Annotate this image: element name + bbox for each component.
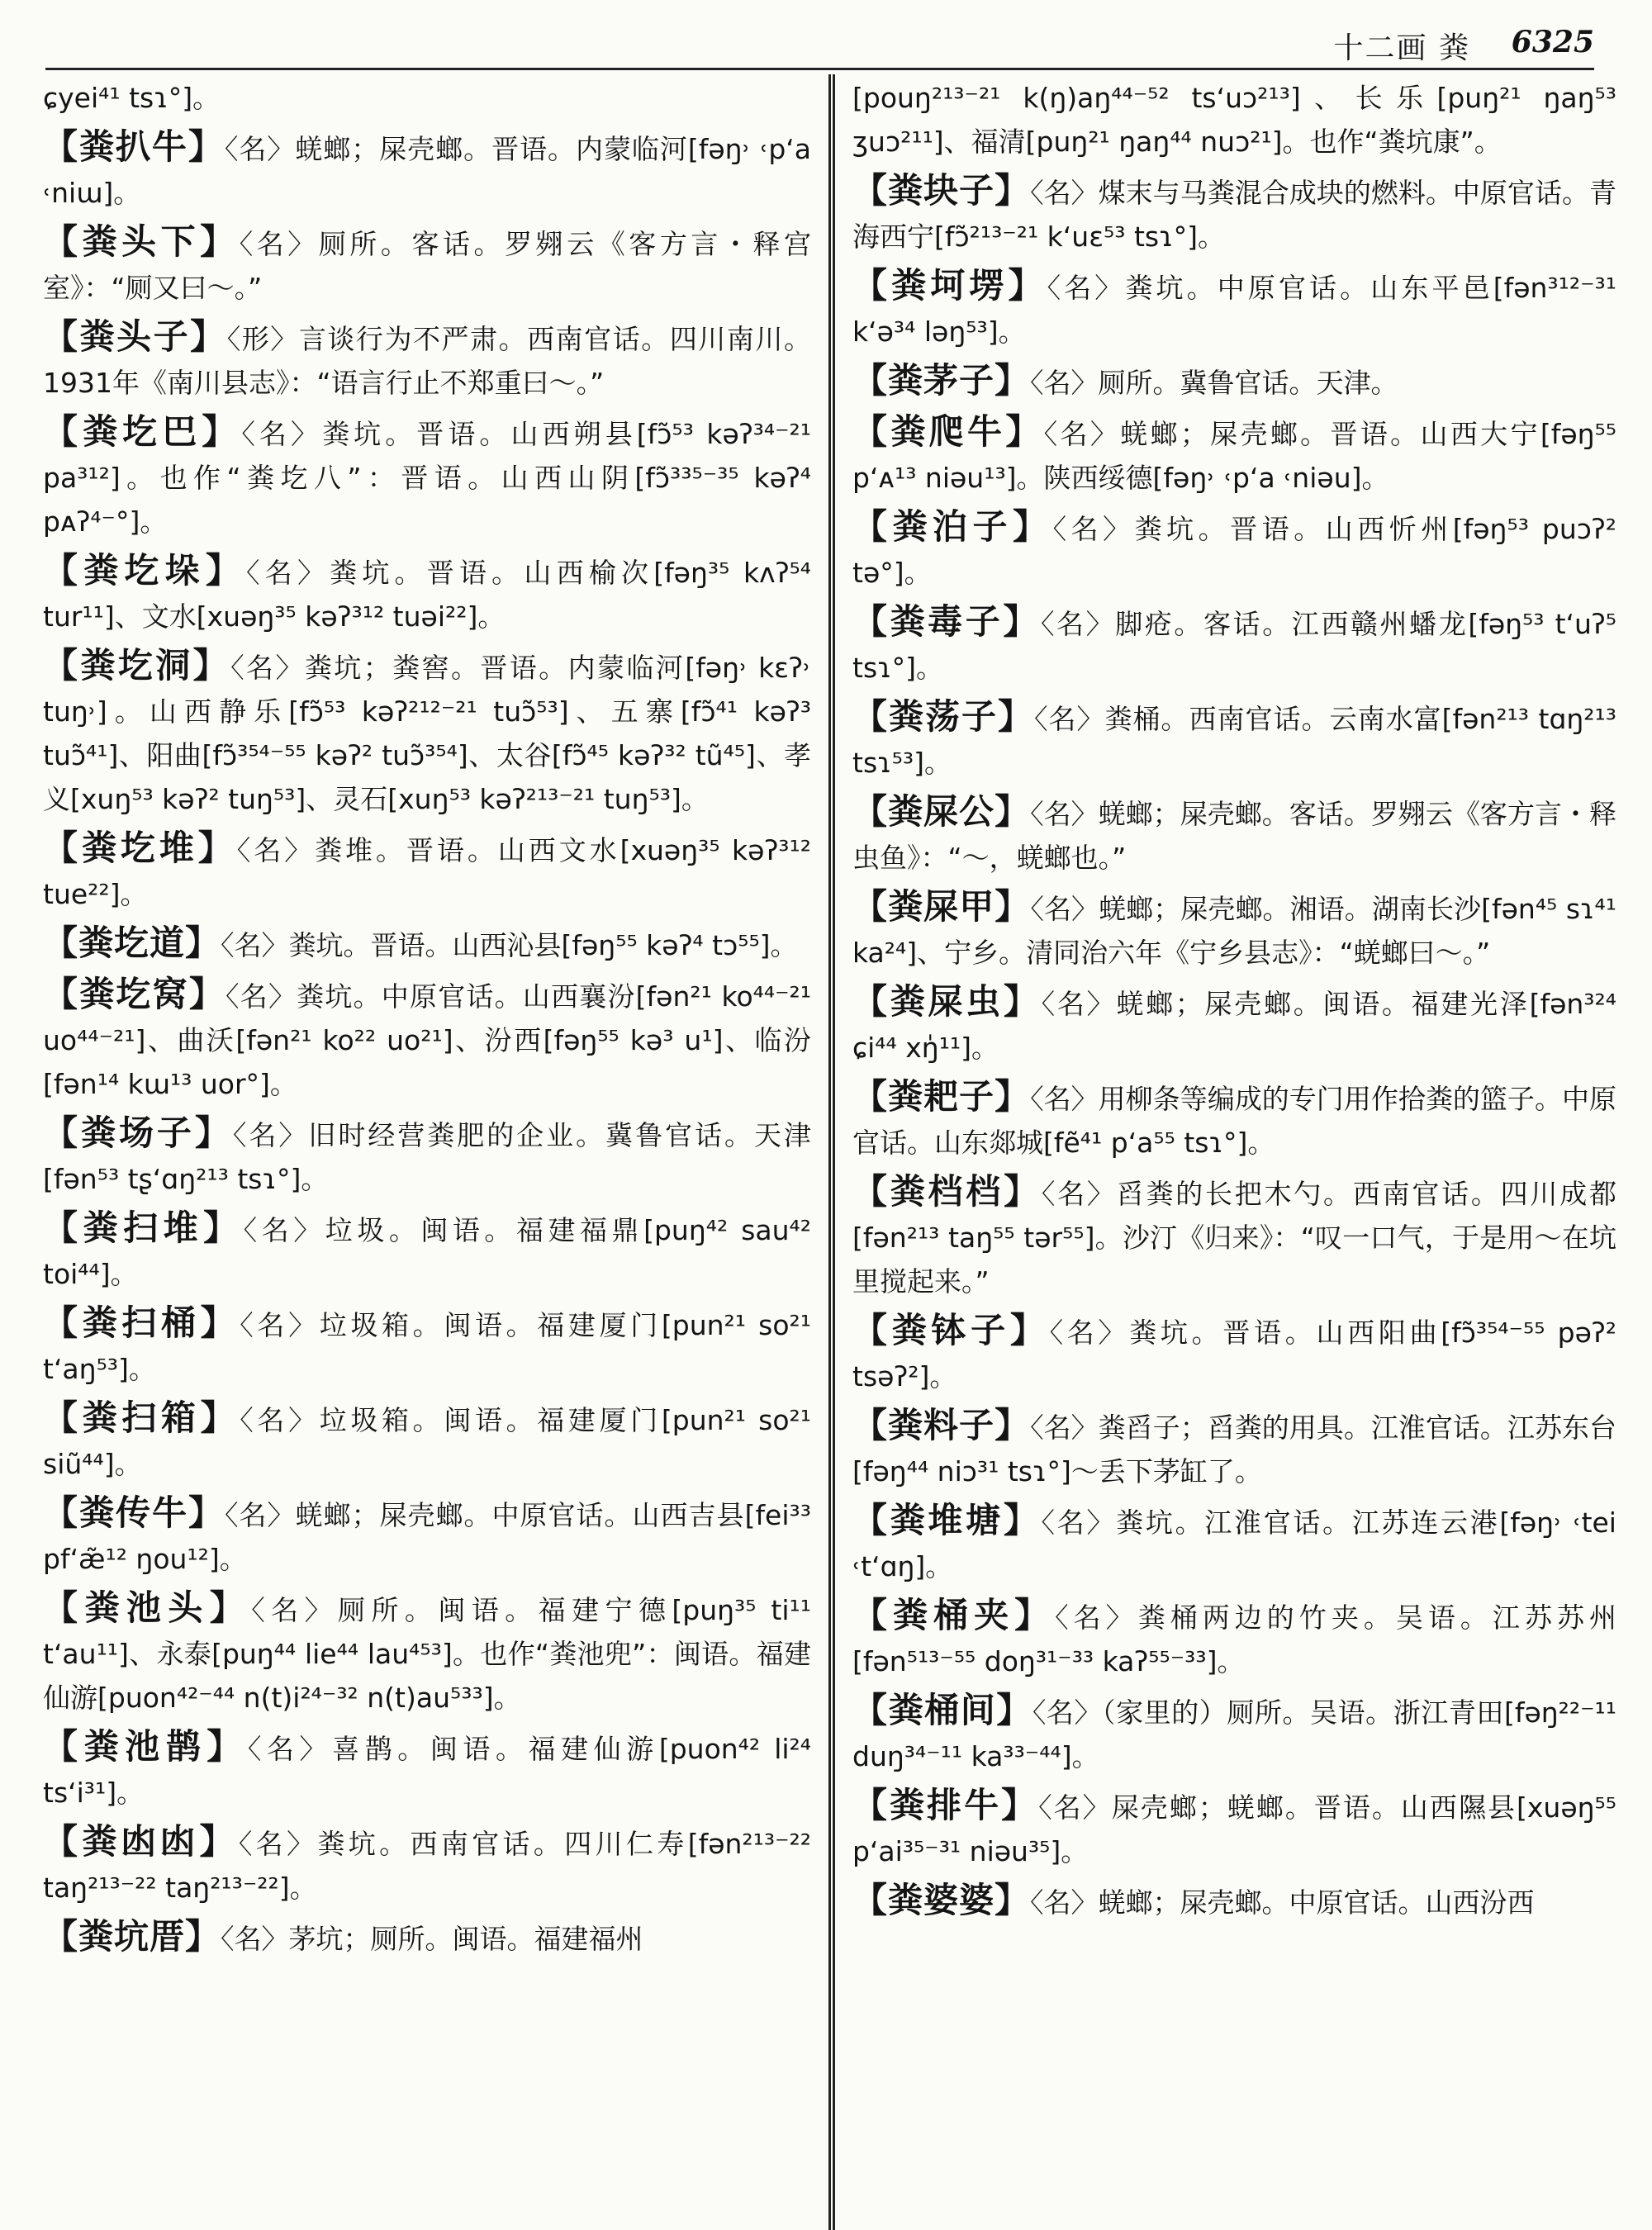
dictionary-entry xyxy=(852,1170,1616,1303)
entry-definition: 〈名〉垃圾箱。闽语。福建厦门[pun²¹ so²¹ tʻaŋ⁵³]。 xyxy=(43,1309,811,1385)
entry-definition: 〈名〉（家里的）厕所。吴语。浙江青田[fəŋ²²⁻¹¹ duŋ³⁴⁻¹¹ ka³³⁻⁴⁴]。 xyxy=(852,1696,1616,1772)
entry-headword: 【粪圪垛】 xyxy=(43,550,247,591)
entry-headword: 【粪场子】 xyxy=(43,1113,233,1153)
entry-definition: 〈名〉粪桶两边的竹夹。吴语。江苏苏州[fən⁵¹³⁻⁵⁵ doŋ³¹⁻³³ kaʔ⁵⁵⁻³³]。 xyxy=(852,1601,1616,1677)
header-rule xyxy=(45,68,1594,70)
entry-headword: 【粪耙子】 xyxy=(852,1076,1031,1117)
entry-definition: 〈名〉厕所。闽语。福建宁德[puŋ³⁵ ti¹¹ tʻau¹¹]、永泰[puŋ⁴⁴ lie⁴⁴ lau⁴⁵³]。也作“粪池兜”：闽语。福建仙游[puon⁴²⁻⁴⁴ n(t)i²⁴⁻³² n(t)au⁵³³]。 xyxy=(43,1594,811,1714)
entry-definition: 〈名〉厕所。客话。罗翙云《客方言・释宫室》：“厕又曰～。” xyxy=(43,228,811,304)
dictionary-entry xyxy=(43,1396,811,1486)
entry-headword: 【粪圪窝】 xyxy=(43,974,226,1014)
running-title: 十二画 粪 xyxy=(1333,31,1470,65)
entry-definition: 〈名〉蜣螂；屎壳螂。晋语。内蒙临河[fəŋ˒ ˓pʻa ˓niɯ]。 xyxy=(43,133,811,209)
entry-definition: 〈名〉蜣螂；屎壳螂。湘语。湖南长沙[fən⁴⁵ sɿ⁴¹ ka²⁴]、宁乡。清同治六年《宁乡县志》：“蜣螂曰～。” xyxy=(852,893,1616,969)
entry-headword: 【粪圪道】 xyxy=(43,923,221,963)
dictionary-entry xyxy=(43,1586,811,1720)
entry-definition: 〈名〉脚疮。客话。江西赣州蟠龙[fəŋ⁵³ tʻuʔ⁵ tsɿ°]。 xyxy=(852,608,1616,684)
entry-headword: 【粪排牛】 xyxy=(852,1785,1039,1825)
entry-headword: 【粪圪巴】 xyxy=(43,411,242,452)
entry-definition: 〈名〉粪坑。西南官话。四川仁寿[fən²¹³⁻²² taŋ²¹³⁻²² taŋ²¹³⁻²²]。 xyxy=(43,1828,811,1904)
entry-headword: 【粪凼凼】 xyxy=(43,1821,239,1862)
entry-headword: 【粪婆婆】 xyxy=(852,1880,1031,1920)
entry-headword: 【粪桶间】 xyxy=(852,1690,1032,1730)
dictionary-entry xyxy=(852,1308,1616,1398)
entry-headword: 【粪头子】 xyxy=(43,316,227,357)
entry-headword: 【粪屎公】 xyxy=(852,791,1031,832)
dictionary-entry xyxy=(852,790,1616,880)
entry-headword: 【粪茅子】 xyxy=(852,360,1031,401)
dictionary-entry xyxy=(43,1301,811,1391)
dictionary-entry xyxy=(852,1593,1616,1683)
dictionary-entry xyxy=(852,410,1616,500)
entry-definition: 〈名〉用柳条等编成的专门用作拾粪的篮子。中原官话。山东郯城[fẽ⁴¹ pʻa⁵⁵ tsɿ°]。 xyxy=(852,1083,1616,1159)
dictionary-entry xyxy=(852,1688,1616,1778)
entry-continuation xyxy=(852,76,1616,164)
entry-definition: 〈名〉屎壳螂；蜣螂。晋语。山西隰县[xuəŋ⁵⁵ pʻai³⁵⁻³¹ niəu³⁵]。 xyxy=(852,1791,1616,1867)
dictionary-entry xyxy=(852,695,1616,785)
entry-definition: 〈名〉粪坑。中原官话。山西襄汾[fən²¹ ko⁴⁴⁻²¹ uo⁴⁴⁻²¹]、曲沃[fən²¹ ko²² uo²¹]、汾西[fəŋ⁵⁵ kə³ u¹]、临汾[fən¹⁴ kɯ¹³ uor°]。 xyxy=(43,980,811,1100)
entry-definition: 〈名〉粪舀子；舀粪的用具。江淮官话。江苏东台[fəŋ⁴⁴ niɔ³¹ tsɿ°]～丢下茅缸了。 xyxy=(852,1412,1616,1487)
dictionary-entry xyxy=(852,1498,1616,1588)
entry-headword: 【粪屎虫】 xyxy=(852,981,1042,1022)
dictionary-entry xyxy=(43,921,811,967)
entry-headword: 【粪扫桶】 xyxy=(43,1302,240,1343)
entry-definition: 〈名〉蜣螂；屎壳螂。中原官话。山西汾西 xyxy=(1030,1886,1535,1919)
entry-definition: 〈形〉言谈行为不严肃。西南官话。四川南川。1931年《南川县志》：“语言行止不郑重曰～。” xyxy=(43,323,811,399)
dictionary-entry xyxy=(43,410,811,543)
dictionary-entry xyxy=(43,1491,811,1581)
entry-definition: 〈名〉喜鹊。闽语。福建仙游[puon⁴² li²⁴ tsʻi³¹]。 xyxy=(43,1733,811,1809)
entry-definition: 〈名〉垃圾箱。闽语。福建厦门[pun²¹ so²¹ siũ⁴⁴]。 xyxy=(43,1404,811,1480)
dictionary-entry xyxy=(43,643,811,821)
entry-headword: 【粪爬牛】 xyxy=(852,411,1044,452)
entry-definition: 〈名〉蜣螂；屎壳螂。客话。罗翙云《客方言・释虫鱼》：“～，蜣螂也。” xyxy=(852,798,1616,874)
entry-headword: 【粪屎甲】 xyxy=(852,886,1031,927)
dictionary-entry xyxy=(852,1783,1616,1873)
entry-definition: 〈名〉蜣螂；屎壳螂。晋语。山西大宁[fəŋ⁵⁵ pʻᴀ¹³ niəu¹³]。陕西绥德[fəŋ˒ ˓pʻa ˓niəu]。 xyxy=(852,418,1616,494)
entry-headword: 【粪扫箱】 xyxy=(43,1397,240,1438)
dictionary-entry xyxy=(43,972,811,1106)
entry-headword: 【粪料子】 xyxy=(852,1405,1031,1445)
dictionary-entry xyxy=(43,548,811,638)
entry-definition: 〈名〉粪坑。晋语。山西阳曲[fɔ̃³⁵⁴⁻⁵⁵ pəʔ² tsəʔ²]。 xyxy=(852,1317,1616,1393)
entry-headword: 【粪泊子】 xyxy=(852,506,1053,547)
entry-definition: 〈名〉垃圾。闽语。福建福鼎[puŋ⁴² sau⁴² toi⁴⁴]。 xyxy=(43,1214,811,1290)
entry-headword: 【粪毒子】 xyxy=(852,601,1041,642)
entry-headword: 【粪扫堆】 xyxy=(43,1208,244,1248)
dictionary-entry xyxy=(852,885,1616,975)
entry-definition: 〈名〉厕所。冀鲁官话。天津。 xyxy=(1030,367,1398,399)
entry-headword: 【粪荡子】 xyxy=(852,696,1035,737)
dictionary-entry xyxy=(852,980,1616,1070)
dictionary-entry xyxy=(852,1403,1616,1493)
entry-definition: 〈名〉粪坑。晋语。山西沁县[fəŋ⁵⁵ kəʔ⁴ tɔ⁵⁵]。 xyxy=(221,929,798,961)
entry-definition: 〈名〉粪坑。晋语。山西忻州[fəŋ⁵³ puɔʔ² tə°]。 xyxy=(852,513,1616,589)
entry-headword: 【粪堆塘】 xyxy=(852,1500,1042,1540)
dictionary-entry xyxy=(43,220,811,310)
entry-definition: 〈名〉蜣螂；屎壳螂。中原官话。山西吉县[fei³³ pfʻæ̃¹² ŋou¹²]。 xyxy=(43,1499,811,1575)
entry-headword: 【粪块子】 xyxy=(852,170,1031,211)
entry-headword: 【粪桶夹】 xyxy=(852,1595,1056,1635)
dictionary-entry xyxy=(852,263,1616,353)
dictionary-entry xyxy=(43,125,811,215)
dictionary-entry xyxy=(852,1878,1616,1924)
dictionary-entry xyxy=(852,358,1616,405)
dictionary-entry xyxy=(43,315,811,405)
entry-headword: 【粪扒牛】 xyxy=(43,126,225,167)
dictionary-entry xyxy=(43,1820,811,1910)
entry-definition: 〈名〉粪堆。晋语。山西文水[xuəŋ³⁵ kəʔ³¹² tue²²]。 xyxy=(43,834,811,910)
entry-definition: ɕyei⁴¹ tsɿ°]。 xyxy=(43,82,221,114)
entry-headword: 【粪钵子】 xyxy=(852,1310,1050,1350)
entry-definition: 〈名〉粪坑；粪窖。晋语。内蒙临河[fəŋ˒ kɛʔ˒ tuŋ˒]。山西静乐[fɔ̃⁵³ kəʔ²¹²⁻²¹ tuɔ̃⁵³]、五寨[fɔ̃⁴¹ kəʔ³ tuɔ̃⁴¹]、阳曲[fɔ̃³⁵⁴⁻⁵⁵ kəʔ² tuɔ̃³⁵⁴]、太谷[fɔ̃⁴⁵ kəʔ³² tũ⁴⁵]、孝义[xuŋ⁵³ kəʔ² tuŋ⁵³]、灵石[xuŋ⁵³ kəʔ²¹³⁻²¹ tuŋ⁵³]。 xyxy=(43,652,811,815)
entry-definition: 〈名〉舀粪的长把木勺。西南官话。四川成都[fən²¹³ taŋ⁵⁵ tər⁵⁵]。沙汀《归来》：“叹一口气，于是用～在坑里搅起来。” xyxy=(852,1178,1616,1298)
entry-headword: 【粪池鹊】 xyxy=(43,1726,248,1767)
entry-headword: 【粪头下】 xyxy=(43,221,240,262)
column-divider xyxy=(828,74,835,2230)
dictionary-entry xyxy=(852,505,1616,595)
page-header xyxy=(45,18,1594,64)
entry-definition: 〈名〉旧时经营粪肥的企业。冀鲁官话。天津[fən⁵³ tʂʻɑŋ²¹³ tsɿ°]。 xyxy=(43,1119,811,1195)
left-column xyxy=(43,76,811,2215)
entry-definition: 〈名〉粪坑。江淮官话。江苏连云港[fəŋ˒ ˓tei ˓tʻɑŋ]。 xyxy=(852,1506,1616,1582)
entry-definition: 〈名〉粪桶。西南官话。云南水富[fən²¹³ tɑŋ²¹³ tsɿ⁵³]。 xyxy=(852,703,1616,779)
dictionary-entry xyxy=(852,168,1616,259)
entry-definition: 〈名〉粪坑。晋语。山西榆次[fəŋ³⁵ kʌʔ⁵⁴ tur¹¹]、文水[xuəŋ³⁵ kəʔ³¹² tuəi²²]。 xyxy=(43,557,811,633)
dictionary-entry xyxy=(43,826,811,916)
entry-headword: 【粪池头】 xyxy=(43,1587,252,1628)
entry-continuation xyxy=(43,76,811,120)
dictionary-entry xyxy=(43,1914,811,1961)
entry-headword: 【粪坑厝】 xyxy=(43,1916,221,1957)
entry-headword: 【粪坷塄】 xyxy=(852,265,1047,306)
entry-headword: 【粪圪堆】 xyxy=(43,828,237,868)
entry-definition: 〈名〉粪坑。中原官话。山东平邑[fən³¹²⁻³¹ kʻə³⁴ ləŋ⁵³]。 xyxy=(852,272,1616,348)
entry-headword: 【粪档档】 xyxy=(852,1171,1042,1212)
entry-headword: 【粪圪洞】 xyxy=(43,645,231,686)
dictionary-entry xyxy=(852,1075,1616,1165)
entry-headword: 【粪传牛】 xyxy=(43,1492,225,1533)
dictionary-entry xyxy=(43,1111,811,1201)
page-number: 6325 xyxy=(1511,25,1594,59)
right-column xyxy=(852,76,1616,2215)
dictionary-entry xyxy=(43,1725,811,1815)
entry-definition: 〈名〉煤末与马粪混合成块的燃料。中原官话。青海西宁[fɔ̃²¹³⁻²¹ kʻuɛ⁵³ tsɿ°]。 xyxy=(852,177,1616,253)
dictionary-entry xyxy=(43,1206,811,1296)
entry-definition: [pouŋ²¹³⁻²¹ k(ŋ)aŋ⁴⁴⁻⁵² tsʻuɔ²¹³]、长乐[puŋ²¹ ŋaŋ⁵³ ʒuɔ²¹¹]、福清[puŋ²¹ ŋaŋ⁴⁴ nuɔ²¹]。也作“粪坑康”。 xyxy=(852,82,1616,158)
entry-definition: 〈名〉粪坑。晋语。山西朔县[fɔ̃⁵³ kəʔ³⁴⁻²¹ pa³¹²]。也作“粪圪八”：晋语。山西山阴[fɔ̃³³⁵⁻³⁵ kəʔ⁴ pᴀʔ⁴⁻°]。 xyxy=(43,418,811,538)
entry-definition: 〈名〉茅坑；厕所。闽语。福建福州 xyxy=(221,1923,643,1955)
entry-definition: 〈名〉蜣螂；屎壳螂。闽语。福建光泽[fən³²⁴ ɕi⁴⁴ xŋ̍¹¹]。 xyxy=(852,988,1616,1064)
dictionary-entry xyxy=(852,600,1616,690)
